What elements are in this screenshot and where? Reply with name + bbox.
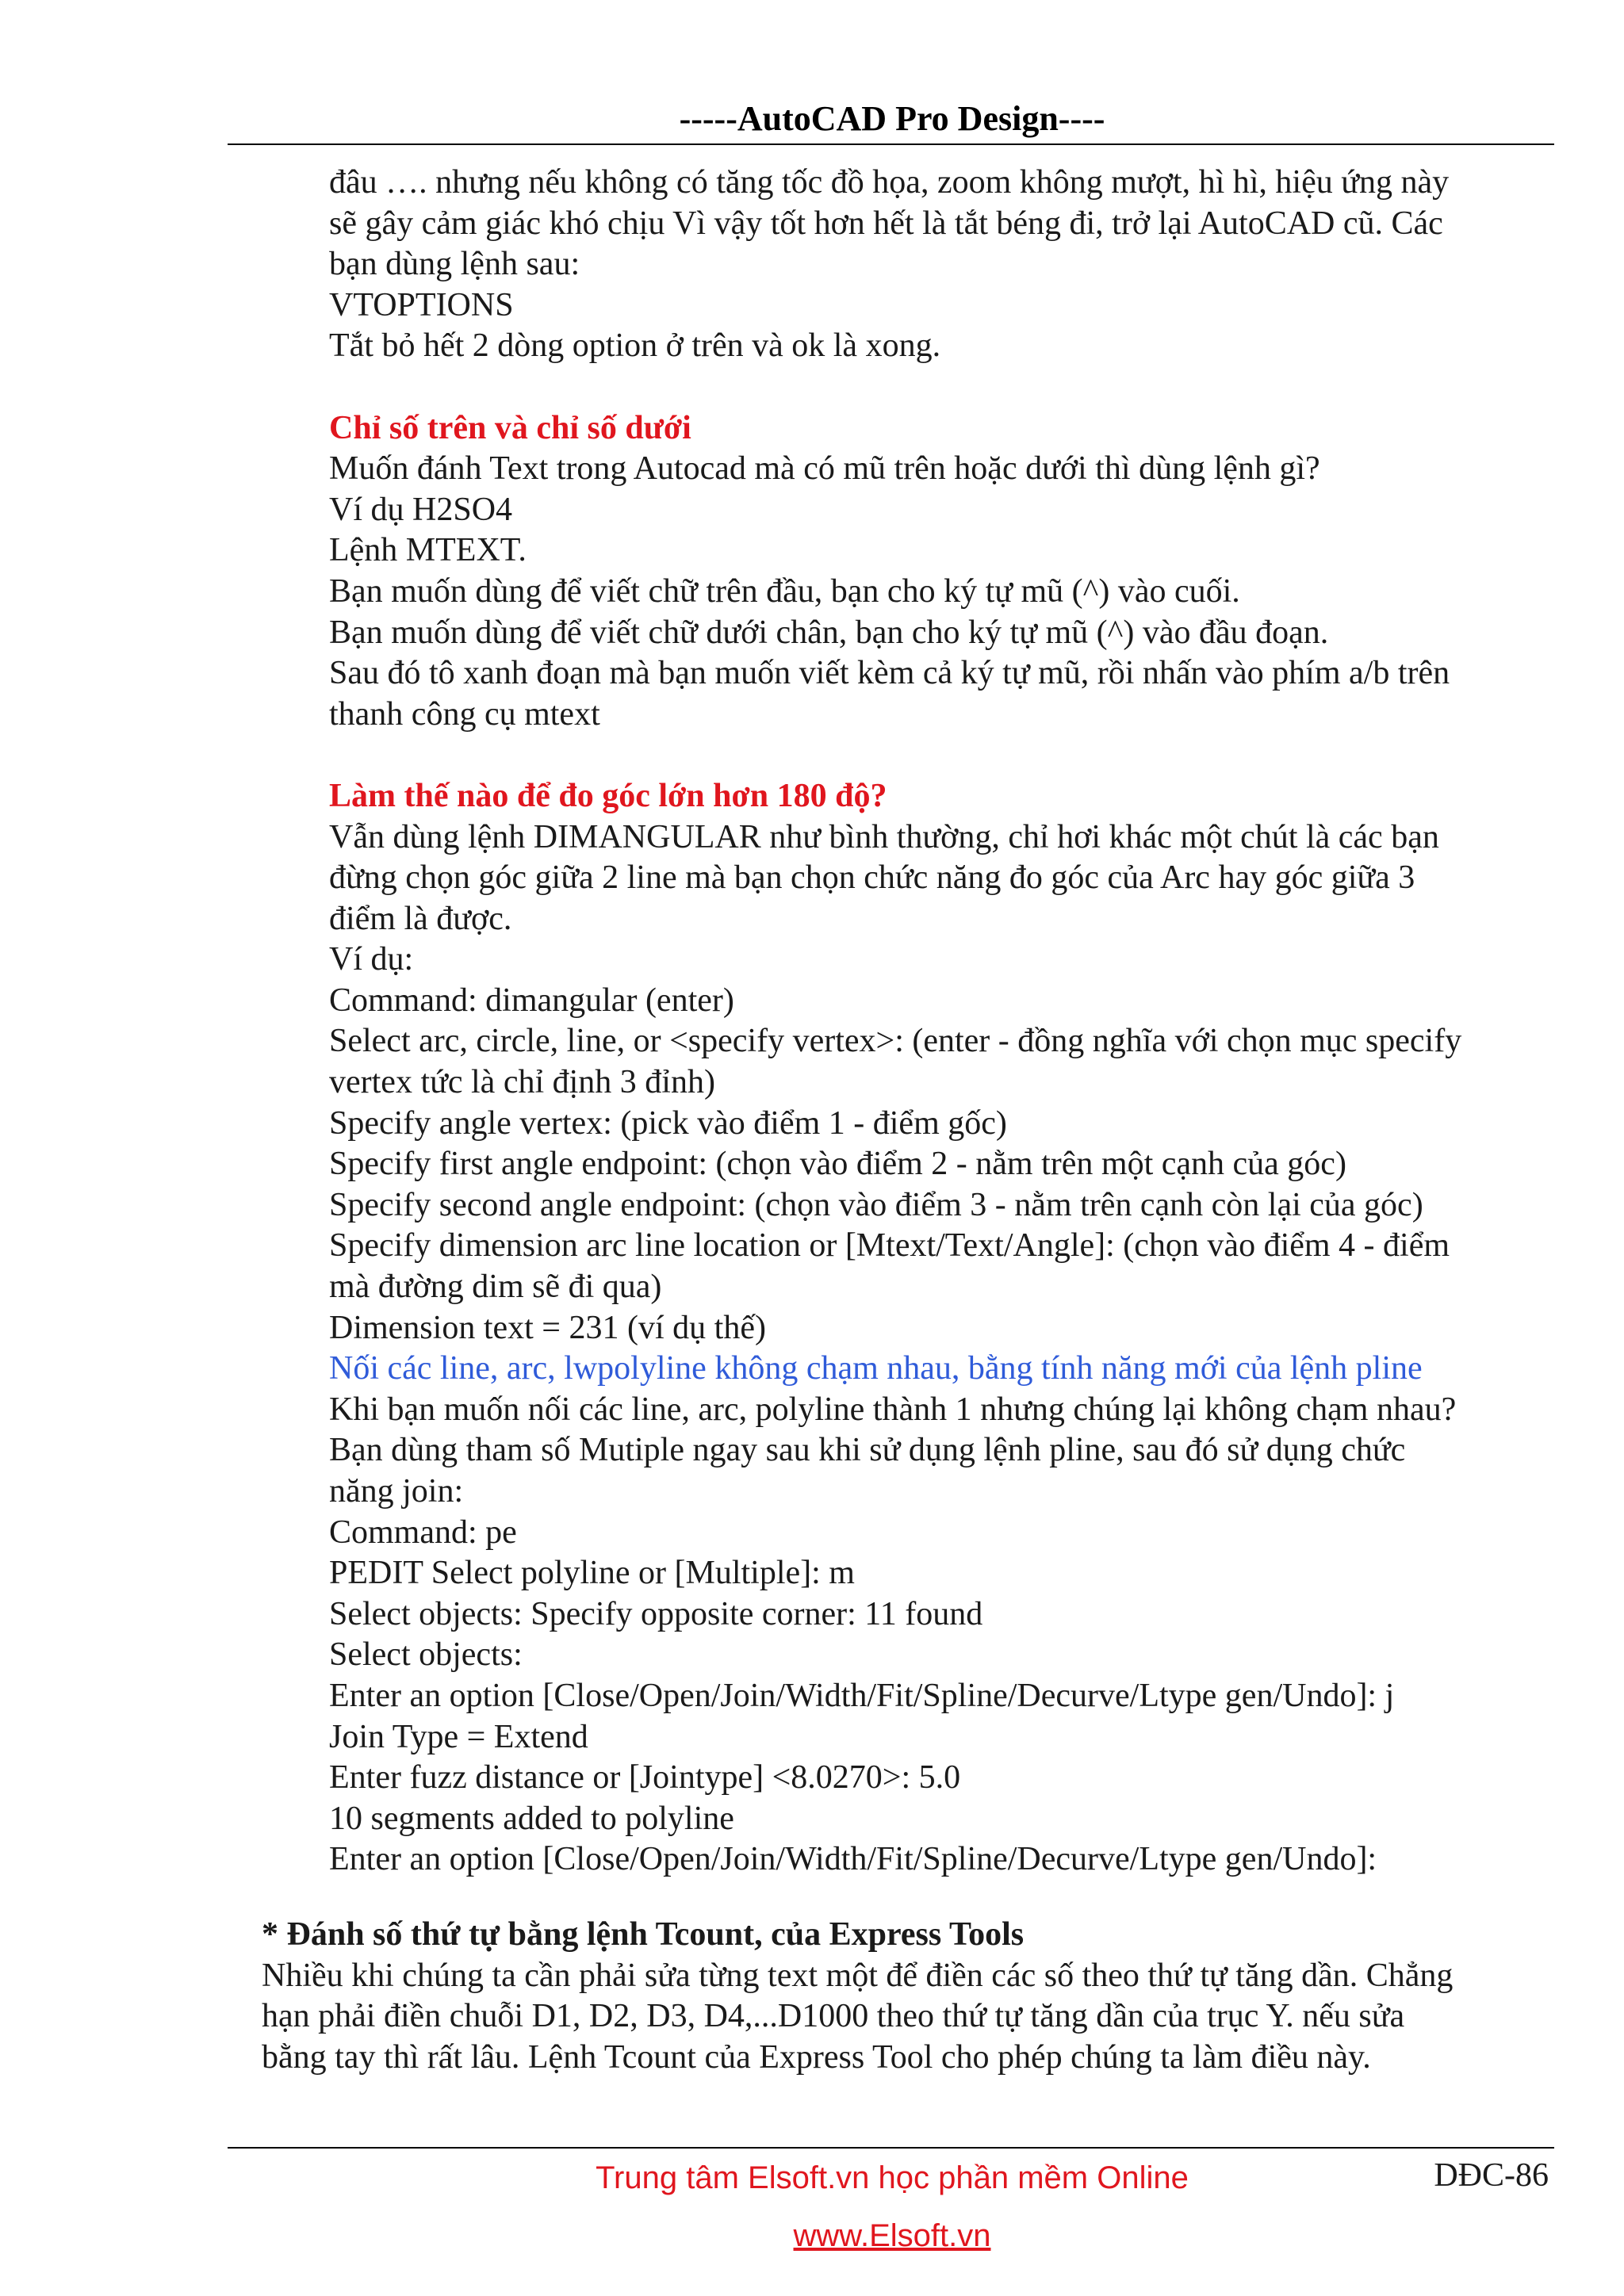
paragraph-line: VTOPTIONS [329, 286, 514, 323]
section-angle-measure [329, 776, 1566, 1349]
paragraph-line: Bạn muốn dùng để viết chữ dưới chân, bạn cho ký tự mũ (^) vào đầu đoạn. [329, 614, 1329, 651]
section-heading: * Đánh số thứ tự bằng lệnh Tcount, của Express Tools [262, 1916, 1025, 1953]
paragraph-line: Enter an option [Close/Open/Join/Width/Fit/Spline/Decurve/Ltype gen/Undo]: [329, 1841, 1377, 1878]
paragraph-line: năng join: [329, 1473, 464, 1510]
paragraph-line: bằng tay thì rất lâu. Lệnh Tcount của Express Tool cho phép chúng ta làm điều này. [262, 2038, 1371, 2076]
paragraph-line: Command: dimangular (enter) [329, 982, 734, 1019]
page-number: DĐC-86 [1434, 2157, 1549, 2194]
paragraph-line: hạn phải điền chuỗi D1, D2, D3, D4,...D1000 theo thứ tự tăng dần của trục Y. nếu sửa [262, 1998, 1405, 2035]
paragraph-line: Specify angle vertex: (pick vào điểm 1 - điểm gốc) [329, 1104, 1007, 1142]
main-content [329, 163, 1566, 1881]
footer-link[interactable]: www.Elsoft.vn [793, 2218, 991, 2253]
section-tcount [262, 1915, 1562, 2078]
paragraph-line: Specify first angle endpoint: (chọn vào điểm 2 - nằm trên một cạnh của góc) [329, 1146, 1346, 1183]
paragraph-line: Specify second angle endpoint: (chọn vào điểm 3 - nằm trên cạnh còn lại của góc) [329, 1186, 1423, 1223]
paragraph-line: Muốn đánh Text trong Autocad mà có mũ trên hoặc dưới thì dùng lệnh gì? [329, 450, 1320, 488]
paragraph-line: PEDIT Select polyline or [Multiple]: m [329, 1555, 855, 1592]
paragraph-line: Join Type = Extend [329, 1718, 588, 1755]
paragraph-line: thanh công cụ mtext [329, 695, 600, 733]
section-join-polylines [329, 1349, 1566, 1881]
paragraph-line: Select objects: Specify opposite corner: 11 found [329, 1595, 983, 1632]
paragraph-line: Enter an option [Close/Open/Join/Width/Fit/Spline/Decurve/Ltype gen/Undo]: j [329, 1677, 1395, 1714]
paragraph-line: điểm là được. [329, 900, 512, 937]
paragraph-line: Nhiều khi chúng ta cần phải sửa từng text một để điền các số theo thứ tự tăng dần. Chẳng [262, 1957, 1454, 1994]
paragraph-line: đâu …. nhưng nếu không có tăng tốc đồ họa, zoom không mượt, hì hì, hiệu ứng này [329, 164, 1450, 201]
section-superscript-subscript [329, 408, 1566, 736]
spacer [329, 367, 1566, 408]
paragraph-line: Vẫn dùng lệnh DIMANGULAR như bình thường, chỉ hơi khác một chút là các bạn [329, 818, 1439, 855]
footer-divider [228, 2147, 1554, 2149]
paragraph-line: Tắt bỏ hết 2 dòng option ở trên và ok là xong. [329, 327, 941, 365]
paragraph-line: Khi bạn muốn nối các line, arc, polyline thành 1 nhưng chúng lại không chạm nhau? [329, 1391, 1457, 1428]
page-header-title: -----AutoCAD Pro Design---- [679, 99, 1105, 138]
footer-text: Trung tâm Elsoft.vn học phần mềm Online [596, 2160, 1189, 2195]
paragraph-line: bạn dùng lệnh sau: [329, 246, 580, 283]
section-heading: Làm thế nào để đo góc lớn hơn 180 độ? [329, 777, 887, 814]
paragraph-line: mà đường dim sẽ đi qua) [329, 1269, 662, 1306]
paragraph-line: Bạn muốn dùng để viết chữ trên đầu, bạn cho ký tự mũ (^) vào cuối. [329, 572, 1240, 610]
paragraph-line: Lệnh MTEXT. [329, 532, 527, 569]
section-heading: Chỉ số trên và chỉ số dưới [329, 409, 691, 446]
paragraph-line: Bạn dùng tham số Mutiple ngay sau khi sử dụng lệnh pline, sau đó sử dụng chức [329, 1432, 1406, 1469]
paragraph-line: đừng chọn góc giữa 2 line mà bạn chọn chức năng đo góc của Arc hay góc giữa 3 [329, 859, 1415, 897]
paragraph-line: Dimension text = 231 (ví dụ thế) [329, 1309, 766, 1346]
paragraph-line: Command: pe [329, 1513, 517, 1551]
paragraph-line: vertex tức là chỉ định 3 đỉnh) [329, 1064, 715, 1101]
paragraph-line: Select objects: [329, 1636, 523, 1674]
section-heading-link[interactable]: Nối các line, arc, lwpolyline không chạm nhau, bằng tính năng mới của lệnh pline [329, 1350, 1423, 1387]
paragraph-line: Specify dimension arc line location or [Mtext/Text/Angle]: (chọn vào điểm 4 - điểm [329, 1227, 1450, 1265]
paragraph-line: Enter fuzz distance or [Jointype] <8.0270>: 5.0 [329, 1759, 961, 1797]
paragraph-line: Select arc, circle, line, or <specify vertex>: (enter - đồng nghĩa với chọn mục specify [329, 1023, 1462, 1060]
paragraph-line: Ví dụ H2SO4 [329, 491, 513, 528]
paragraph-line: 10 segments added to polyline [329, 1800, 734, 1837]
paragraph-line: Ví dụ: [329, 941, 414, 978]
section-intro-continued [329, 163, 1566, 367]
paragraph-line: Sau đó tô xanh đoạn mà bạn muốn viết kèm cả ký tự mũ, rồi nhấn vào phím a/b trên [329, 655, 1450, 692]
paragraph-line: sẽ gây cảm giác khó chịu Vì vậy tốt hơn hết là tắt béng đi, trở lại AutoCAD cũ. Các [329, 205, 1443, 242]
spacer [329, 735, 1566, 776]
header-divider [228, 144, 1554, 145]
